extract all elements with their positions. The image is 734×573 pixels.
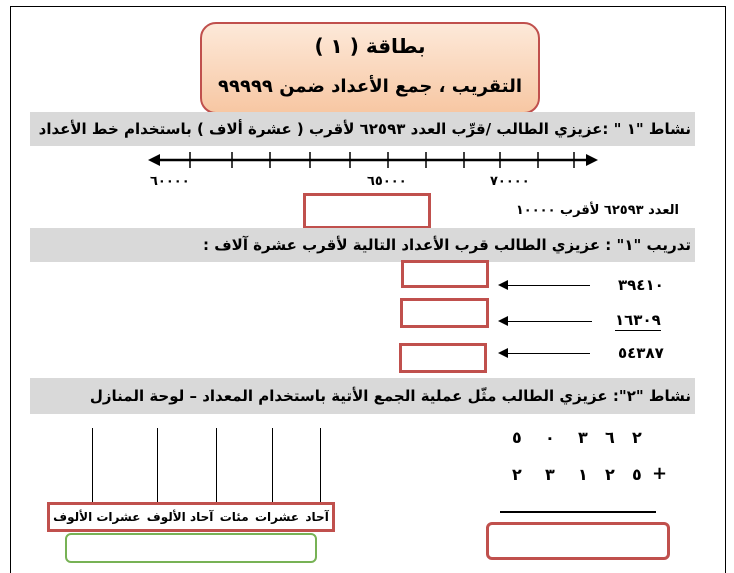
abacus-rod-ten-thousands: [92, 428, 93, 503]
sum-line: [500, 511, 656, 513]
arrow-drill1-1: [500, 285, 590, 286]
abacus-rod-hundreds: [216, 428, 217, 503]
answer-box-abacus[interactable]: [65, 533, 317, 563]
addend1-digit: ٣: [578, 428, 588, 447]
tick-label-65000: ٦٥٠٠٠: [367, 174, 407, 189]
drill1-header: تدريب "١" : عزيزي الطالب قرب الأعداد التالية لأقرب عشرة آلاف :: [30, 228, 695, 262]
place-value-thousands: آحاد الألوف: [146, 510, 214, 524]
addend2-digit: ٣: [545, 465, 555, 484]
activity2-header: نشاط "٢": عزيزي الطالب مثّل عملية الجمع الأتية باستخدام المعداد – لوحة المنازل: [30, 378, 695, 414]
answer-box-drill1-2[interactable]: [400, 298, 489, 328]
drill1-number-2: ١٦٣٠٩: [615, 311, 661, 329]
addend1-digit: ٦: [605, 428, 615, 447]
addend2-digit: ٥: [632, 465, 642, 484]
abacus-rod-tens: [272, 428, 273, 503]
plus-sign: +: [652, 463, 668, 484]
addend2-digit: ١: [578, 465, 588, 484]
place-value-board: [47, 502, 335, 532]
drill1-number-1: ٣٩٤١٠: [618, 276, 664, 294]
tick-label-60000: ٦٠٠٠٠: [150, 174, 190, 189]
place-value-ten-thousands: عشرات الألوف: [53, 510, 141, 524]
answer-box-drill1-3[interactable]: [399, 343, 487, 373]
number-line-left-arrow: [148, 154, 160, 166]
addend1-digit: ٥: [512, 428, 522, 447]
card-title: بطاقة ( ١ ): [314, 34, 426, 58]
card-subtitle: التقريب ، جمع الأعداد ضمن ٩٩٩٩٩: [217, 76, 523, 97]
activity1-question: العدد ٦٢٥٩٣ لأقرب ١٠٠٠٠: [515, 203, 679, 218]
activity1-header: نشاط "١ " :عزيزي الطالب /قرِّب العدد ٦٢٥٩٣ لأقرب ( عشرة ألاف ) باستخدام خط الأعداد: [30, 112, 695, 146]
addend1-digit: ٢: [632, 428, 642, 447]
answer-box-drill1-1[interactable]: [401, 260, 489, 288]
drill1-number-3: ٥٤٣٨٧: [618, 344, 664, 362]
place-value-hundreds: مئات: [219, 510, 249, 524]
addend1-digit: ٠: [545, 428, 555, 447]
answer-box-sum[interactable]: [486, 522, 670, 560]
abacus-rod-thousands: [157, 428, 158, 503]
arrow-drill1-3: [500, 353, 590, 354]
answer-box-activity1[interactable]: [303, 193, 431, 229]
number-line-right-arrow: [586, 154, 598, 166]
addend2-digit: ٢: [512, 465, 522, 484]
place-value-ones: آحاد: [305, 510, 329, 524]
tick-label-70000: ٧٠٠٠٠: [490, 174, 530, 189]
addend2-digit: ٢: [605, 465, 615, 484]
place-value-tens: عشرات: [254, 510, 300, 524]
arrow-drill1-2: [500, 321, 592, 322]
abacus-rod-ones: [320, 428, 321, 503]
